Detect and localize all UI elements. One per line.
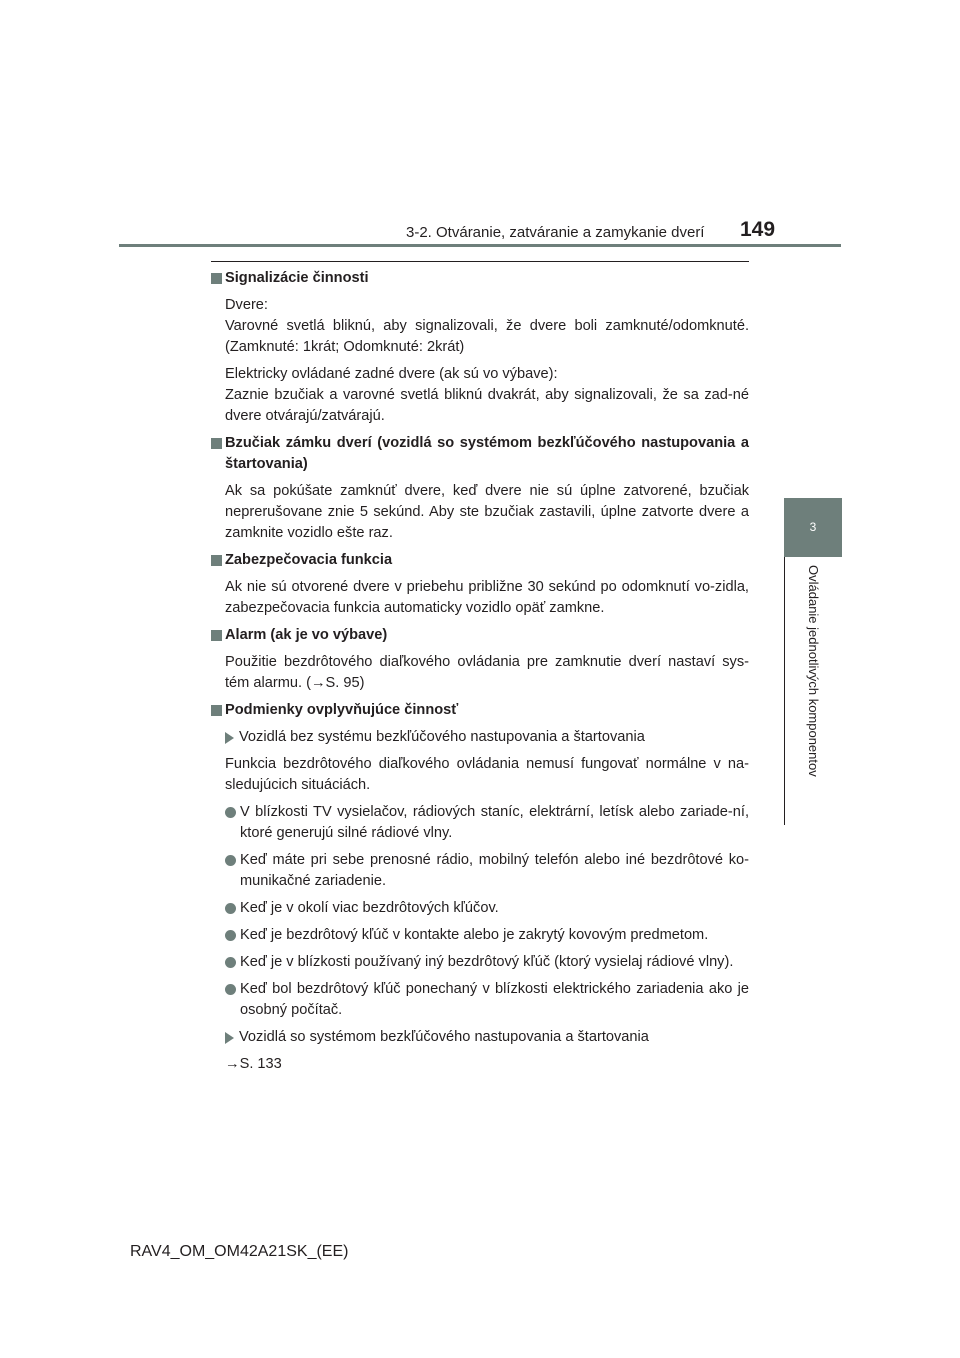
circle-bullet-icon bbox=[225, 903, 236, 914]
sub-heading: Vozidlá so systémom bezkľúčového nastupovania a štartovania bbox=[211, 1027, 749, 1048]
paragraph: Varovné svetlá bliknú, aby signalizovali, že dvere boli zamknuté/odomknuté. (Zamknuté: 1krát; Odomknuté: 2krát) bbox=[225, 318, 749, 355]
circle-bullet-icon bbox=[225, 957, 236, 968]
square-bullet-icon bbox=[211, 630, 222, 641]
list-item: Keď je bezdrôtový kľúč v kontakte alebo je zakrytý kovovým predmetom. bbox=[211, 925, 749, 946]
section-heading: Bzučiak zámku dverí (vozidlá so systémom bezkľúčového nastupovania a štartovania) bbox=[211, 433, 749, 475]
triangle-bullet-icon bbox=[225, 732, 234, 744]
triangle-bullet-icon bbox=[225, 1032, 234, 1044]
header-rule bbox=[119, 244, 841, 247]
circle-bullet-icon bbox=[225, 807, 236, 818]
list-item: V blízkosti TV vysielačov, rádiových staníc, elektrární, letísk alebo zariade-ní, ktoré generujú silné rádiové vlny. bbox=[211, 802, 749, 844]
paragraph: Funkcia bezdrôtového diaľkového ovládania nemusí fungovať normálne v na-sledujúcich situáciách. bbox=[225, 756, 749, 793]
paragraph: Ak sa pokúšate zamknúť dvere, keď dvere nie sú úplne zatvorené, bzučiak neprerušovane znie 5 sekúnd. Aby ste bzučiak zastavili, úplne zatvorte dvere a zamknite vozidlo ešte raz. bbox=[225, 483, 749, 541]
paragraph: Dvere: bbox=[225, 297, 268, 313]
section-heading: Zabezpečovacia funkcia bbox=[211, 550, 749, 571]
square-bullet-icon bbox=[211, 705, 222, 716]
circle-bullet-icon bbox=[225, 930, 236, 941]
page-number: 149 bbox=[740, 218, 776, 241]
section-heading: Alarm (ak je vo výbave) bbox=[211, 625, 749, 646]
paragraph: Zaznie bzučiak a varovné svetlá bliknú dvakrát, aby signalizovali, že sa zad-né dvere otvárajú/zatvárajú. bbox=[225, 387, 749, 424]
list-item: Keď bol bezdrôtový kľúč ponechaný v blízkosti elektrického zariadenia ako je osobný počítač. bbox=[211, 979, 749, 1021]
chapter-tab: 3 bbox=[784, 498, 842, 557]
square-bullet-icon bbox=[211, 555, 222, 566]
sub-heading: Vozidlá bez systému bezkľúčového nastupovania a štartovania bbox=[211, 727, 749, 748]
paragraph: Ak nie sú otvorené dvere v priebehu približne 30 sekúnd po odomknutí vo-zidla, zabezpečovacia funkcia automaticky vozidlo opäť zamkne. bbox=[225, 579, 749, 616]
paragraph: Použitie bezdrôtového diaľkového ovládania pre zamknutie dverí nastaví sys-tém alarmu. (→S. 95) bbox=[225, 654, 749, 691]
square-bullet-icon bbox=[211, 438, 222, 449]
header-section-title: 3-2. Otváranie, zatváranie a zamykanie dverí bbox=[406, 224, 705, 241]
chapter-label: Ovládanie jednotlivých komponentov bbox=[806, 565, 821, 777]
list-item: Keď máte pri sebe prenosné rádio, mobilný telefón alebo iné bezdrôtové ko-munikačné zariadenie. bbox=[211, 850, 749, 892]
circle-bullet-icon bbox=[225, 984, 236, 995]
square-bullet-icon bbox=[211, 273, 222, 284]
page-content bbox=[211, 268, 749, 1075]
document-code: RAV4_OM_OM42A21SK_(EE) bbox=[130, 1243, 349, 1260]
circle-bullet-icon bbox=[225, 855, 236, 866]
section-heading: Signalizácie činnosti bbox=[211, 268, 749, 289]
paragraph: Elektricky ovládané zadné dvere (ak sú vo výbave): bbox=[225, 366, 558, 382]
section-heading: Podmienky ovplyvňujúce činnosť bbox=[211, 700, 749, 721]
content-top-rule bbox=[211, 261, 749, 262]
list-item: Keď je v blízkosti používaný iný bezdrôtový kľúč (ktorý vysielaj rádiové vlny). bbox=[211, 952, 749, 973]
side-divider bbox=[784, 557, 785, 825]
page-reference-link[interactable]: →S. 133 bbox=[225, 1056, 282, 1072]
list-item: Keď je v okolí viac bezdrôtových kľúčov. bbox=[211, 898, 749, 919]
